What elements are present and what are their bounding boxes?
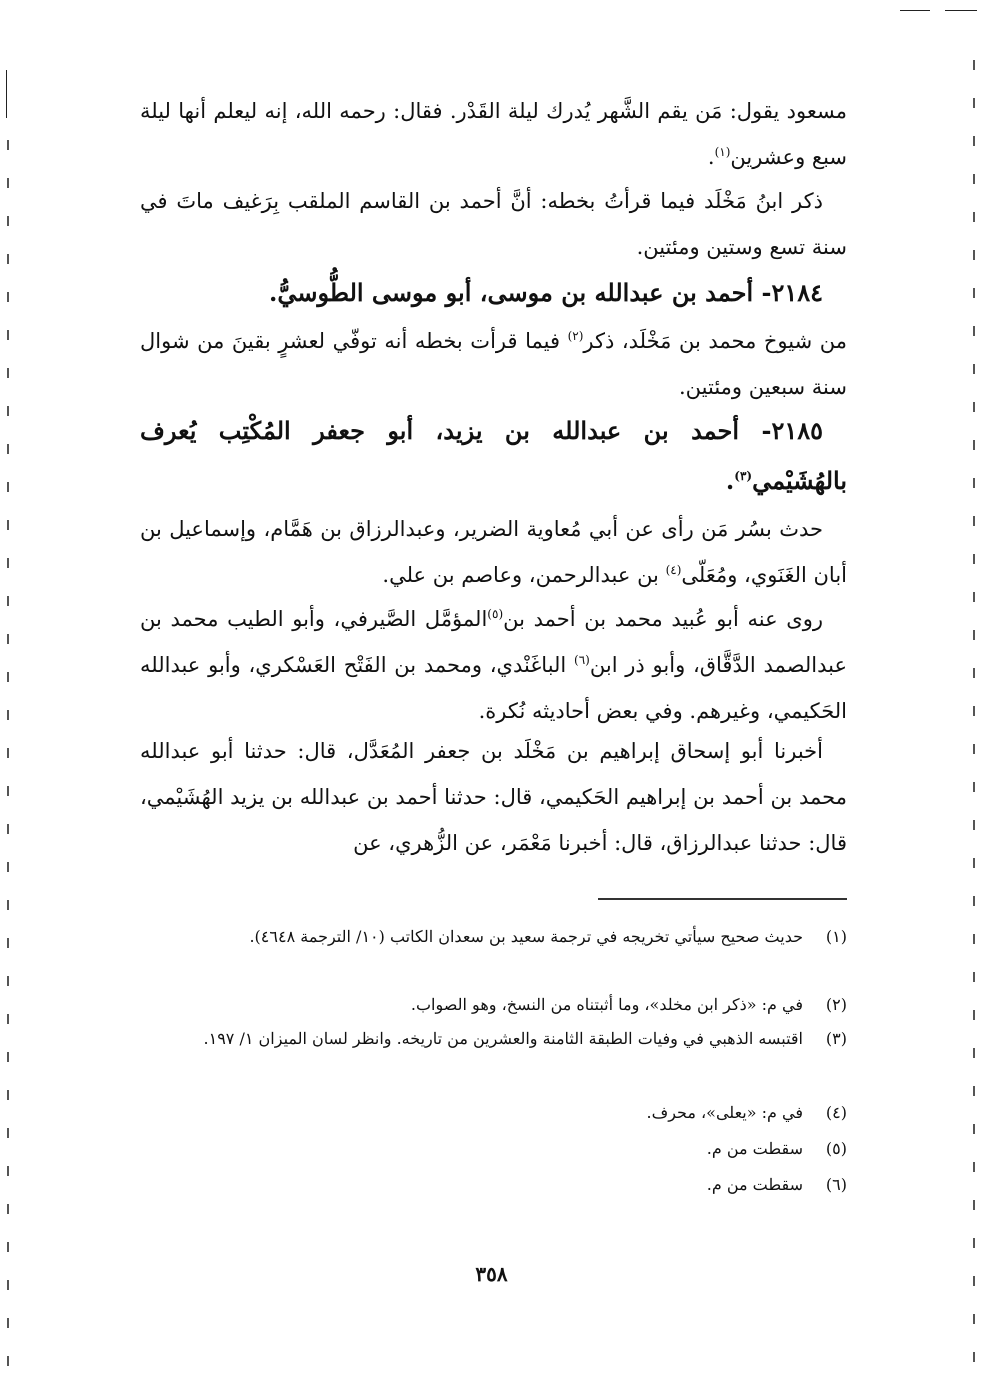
body-paragraph xyxy=(140,88,847,180)
entry-heading-text: . xyxy=(725,466,735,495)
scan-edge-line xyxy=(6,70,7,118)
entry-heading-text: ٢١٨٥- أحمد بن عبدالله بن يزيد، أبو جعفر المُكْتِب يُعرف بالهُشَيْمي xyxy=(140,416,847,495)
entry-heading xyxy=(140,406,847,506)
body-text: أخبرنا أبو إسحاق إبراهيم بن مَخْلَد بن جعفر المُعَدَّل، قال: حدثنا أبو عبدالله محمد بن أحمد بن إبراهيم الحَكيمي، قال: حدثنا أحمد بن عبدالله بن يزيد الهُشَيْمي، قال: حدثنا عبدالرزاق، قال: أخبرنا مَعْمَر، عن الزُّهري، عن xyxy=(140,739,847,855)
body-text: حدث بسُر مَن رأى عن أبي مُعاوية الضرير، وعبدالرزاق بن هَمَّام، وإسماعيل بن أبان الغَنَوي، ومُعَلّى xyxy=(140,517,847,587)
footnote-ref: (٤) xyxy=(665,563,682,577)
body-text: فيما قرأت بخطه أنه توفّي لعشرٍ بقينَ من شوال سنة سبعين ومئتين. xyxy=(140,329,847,399)
footnote xyxy=(140,1168,847,1202)
scan-edge-dashes xyxy=(973,60,975,1380)
entry-heading-text: ٢١٨٤- أحمد بن عبدالله بن موسى، أبو موسى الطُّوسيُّ. xyxy=(269,278,823,307)
footnote xyxy=(140,1022,847,1056)
footnote-ref: (٥) xyxy=(487,607,504,621)
body-text: مسعود يقول: مَن يقم الشَّهر يُدرك ليلة القَدْر. فقال: رحمه الله، إنه ليعلم أنها ليلة سبع وعشرين xyxy=(140,99,847,169)
footnote-number: (٢) xyxy=(825,995,847,1014)
body-text: بن عبدالرحمن، وعاصم بن علي. xyxy=(382,563,666,587)
scan-edge-line xyxy=(945,10,977,11)
body-text: روى عنه أبو عُبيد محمد بن أحمد بن xyxy=(503,607,824,631)
footnote-number: (١) xyxy=(825,927,847,946)
footnote-separator xyxy=(598,898,847,900)
body-text: . xyxy=(707,145,715,169)
footnote-ref: (٦) xyxy=(574,653,590,667)
footnote-number: (٦) xyxy=(825,1175,847,1194)
footnote xyxy=(140,1132,847,1166)
body-text: من شيوخ محمد بن مَخْلَد، ذكر xyxy=(583,329,847,353)
footnote-number: (٤) xyxy=(825,1103,847,1122)
footnote-ref: (٢) xyxy=(567,329,584,343)
footnote xyxy=(140,1096,847,1130)
body-text: ذكر ابنُ مَخْلَد فيما قرأتُ بخطه: أنَّ أحمد بن القاسم الملقب بِرَغيف ماتَ في سنة تسع وستين ومئتين. xyxy=(140,189,847,259)
footnote-ref: (٣) xyxy=(734,469,753,483)
footnote-text: سقطت من م. xyxy=(706,1175,803,1194)
footnote-number: (٥) xyxy=(825,1139,847,1158)
footnote-text: سقطت من م. xyxy=(706,1139,803,1158)
footnote xyxy=(140,988,847,1022)
entry-paragraph xyxy=(140,506,847,598)
footnote-text: في م: «ذكر ابن مخلد»، وما أثبتناه من النسخ، وهو الصواب. xyxy=(410,995,803,1014)
page-number: ٣٥٨ xyxy=(475,1262,508,1286)
entry-paragraph xyxy=(140,318,847,410)
scan-edge-dashes xyxy=(7,140,9,1380)
footnote-ref: (١) xyxy=(714,145,731,159)
body-text: المؤمَّل الصَّيرفي، وأبو الطيب محمد بن عبدالصمد الدَّقَّاق، وأبو ذر ابن xyxy=(140,607,847,677)
entry-paragraph xyxy=(140,728,847,866)
footnote-text: في م: «يعلى»، محرف. xyxy=(646,1103,803,1122)
entry-paragraph xyxy=(140,596,847,734)
scan-edge-line xyxy=(900,10,930,11)
body-paragraph xyxy=(140,178,847,270)
footnote-text: اقتبسه الذهبي في وفيات الطبقة الثامنة والعشرين من تاريخه. وانظر لسان الميزان ١/ ١٩٧. xyxy=(203,1029,803,1048)
body-text: الباغَنْدي، ومحمد بن الفَتْح العَسْكري، وأبو عبدالله الحَكيمي، وغيرهم. وفي بعض أحاديثه نُكرة. xyxy=(140,653,847,723)
footnote-number: (٣) xyxy=(825,1029,847,1048)
footnote xyxy=(140,920,847,954)
entry-heading xyxy=(140,268,847,318)
footnote-text: حديث صحيح سيأتي تخريجه في ترجمة سعيد بن سعدان الكاتب (١٠/ الترجمة ٤٦٤٨). xyxy=(249,927,803,946)
